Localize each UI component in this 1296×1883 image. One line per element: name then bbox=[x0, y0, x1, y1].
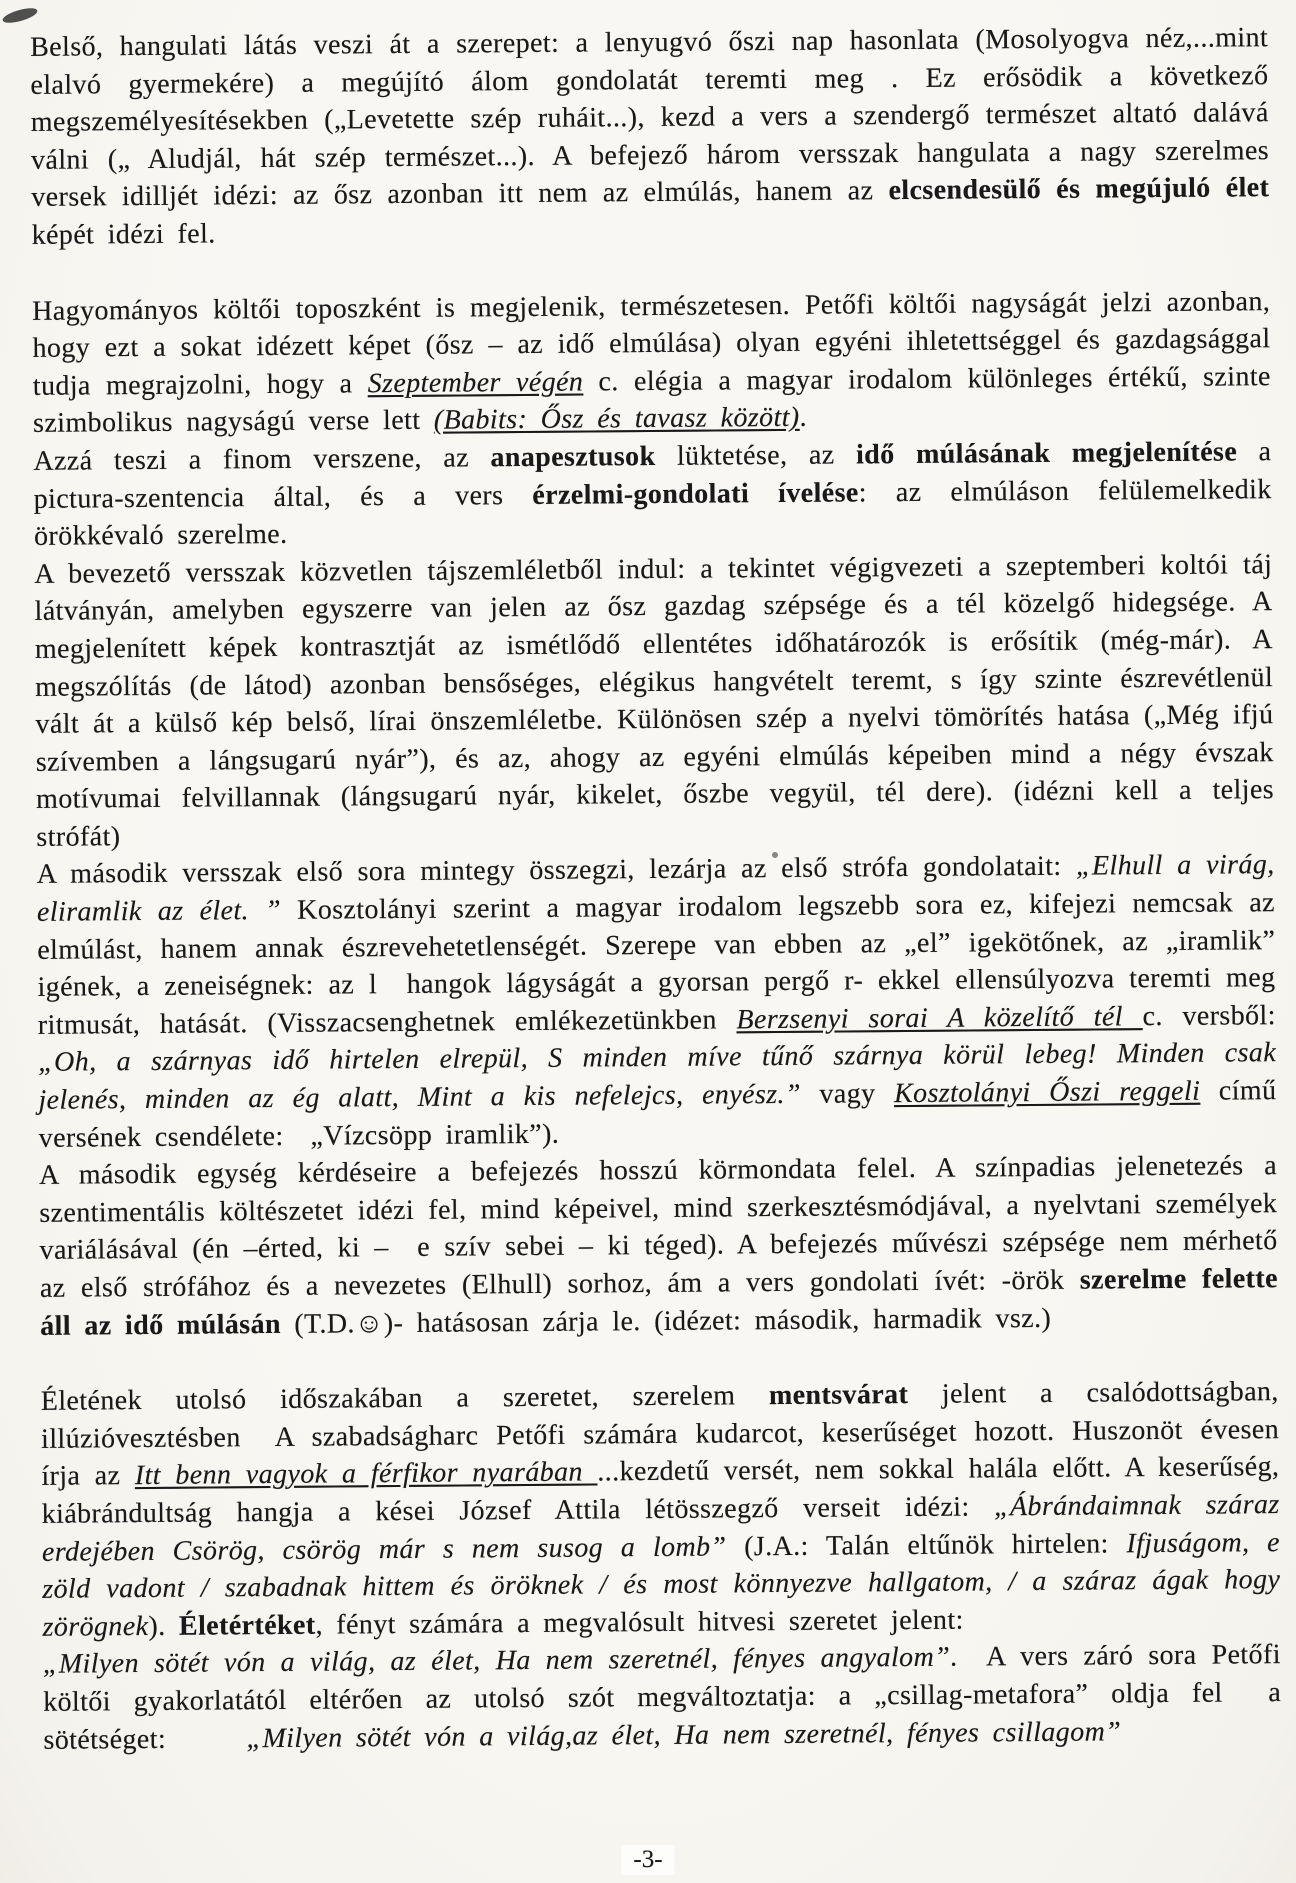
text-run: elcsendesülő és megújuló élet bbox=[888, 172, 1270, 207]
text-run: A második egység kérdéseire a befejezés hosszú körmondata felel. A színpadias jelenetezés a szentimentális költészetet idézi fel, mind képeivel, mind szerkesztésmódjával, a nyelvtani személyek variálásával (én –érted, ki – e szív sebei – ki téged). A befejezés művészi szépsége nem mérhető az első strófához és a nevezetes (Elhull) sorhoz, ám a vers gondolati ívét: -örök bbox=[38, 1150, 1278, 1304]
text-run: „Milyen sötét vón a világ, az élet, Ha nem szeretnél, fényes angyalom” bbox=[42, 1642, 951, 1681]
text-run: (Babits: Ősz és tavasz között) bbox=[433, 402, 800, 437]
scan-smudge-artifact bbox=[1, 5, 39, 25]
paragraph bbox=[34, 546, 1274, 856]
document-body bbox=[30, 19, 1282, 1759]
text-run: Hagyományos költői toposzként is megjelenik, természetesen. Petőfi költői nagyságát jelzi azonban, hogy ezt a sokat idézett képet (ősz – az idő elmúlása) olyan egyéni ihletettséggel és gazdagsággal tudja megrajzolni, hogy a bbox=[32, 285, 1271, 402]
text-run: „Elhull a virág, eliramlik az élet. ” bbox=[36, 849, 1275, 928]
text-run: Kosztolányi Őszi reggeli bbox=[893, 1075, 1201, 1110]
text-run: mentsvárat bbox=[768, 1379, 909, 1412]
text-run: képét idézi fel. bbox=[31, 218, 216, 251]
text-run: Életértéket bbox=[178, 1609, 316, 1642]
text-run: anapesztusok bbox=[490, 440, 656, 474]
text-run: jelent a csalódottságban, illúzióvesztésben A szabadságharc Petőfi számára kudarcot, keserűséget hozott. Huszonöt évesen írja az bbox=[40, 1376, 1280, 1493]
text-run: : az elmúláson felülemelkedik örökkévaló szerelme. bbox=[33, 473, 1272, 552]
text-run: Belső, hangulati látás veszi át a szerepet: a lenyugvó őszi nap hasonlata (Mosolyogva néz,...mint elalvó gyermekére) a megújító álom gondolatát teremti meg . Ez erősödik a következő megszemélyesítésekben („Levetette szép ruháit...), kezd a vers a szendergő természet altató dalává válni („ Aludjál, hát szép természet...). A befejező három versszak hangulata a nagy szerelmes versek idilljét idézi: az ősz azonban itt nem az elmúlás, hanem az bbox=[30, 22, 1270, 214]
text-run: lüktetése, az bbox=[655, 439, 857, 472]
text-run: ...kezdetű versét, nem sokkal halála előtt. A keserűség, kiábrándultság hangja a kései József Attila létösszegző verseit idézi: bbox=[41, 1451, 1280, 1530]
text-run: „Oh, a szárnyas idő hirtelen elrepül, S minden míve tűnő szárnya körül lebeg! Minden csak jelenés, minden az ég alatt, Mint a kis nefelejcs, enyész.” bbox=[38, 1037, 1277, 1116]
text-run: Berzsenyi sorai A közelítő tél bbox=[736, 1000, 1143, 1036]
text-run: A második versszak első sora mintegy összegzi, lezárja az első strófa gondolatait: bbox=[36, 851, 1077, 891]
text-run: című versének csendélete: „Vízcsöpp iramlik”). bbox=[38, 1075, 1277, 1154]
text-run: Kosztolányi szerint a magyar irodalom legszebb sora ez, kifejezi nemcsak az elmúlást, hanem annak észrevehetetlenségét. Szerepe van ebben az „el” igekötőnek, az „iramlik” igének, a zeneiségnek: az l hangok lágyságát a gyorsan pergő r- ekkel ellensúlyozva teremti meg ritmusát, hatását. (Visszacsenghetnek emlékezetünkben bbox=[37, 887, 1276, 1041]
text-run: c. elégia a magyar irodalom különleges értékű, szinte szimbolikus nagyságú verse lett bbox=[32, 360, 1271, 440]
text-run: A bevezető versszak közvetlen tájszemléletből indul: a tekintet végigvezeti a szeptemberi koltói táj látványán, amelyben egyszerre van jelen az ősz gazdag szépsége és a tél közelgő hidegsége. A megjelenített képek kontrasztját az ismétlődő ellentétes időhatározók is erősítik (még-már). A megszólítás (de látod) azonban bensőséges, elégikus hangvételt teremt, s így szinte észrevétlenül vált át a külső kép belső, lírai önszemléletbe. Különösen szép a nyelvi tömörítés hatása („Még ifjú szívemben a lángsugarú nyár”), és az, ahogy az egyéni elmúlás képeiben mind a négy évszak motívumai felvillannak (lángsugarú nyár, kikelet, őszbe vegyül, tél dere). (idézni kell a teljes strófát) bbox=[34, 548, 1275, 853]
paragraph bbox=[33, 433, 1272, 556]
text-run: (T.D.☺)- hatásosan zárja le. (idézet: második, harmadik vsz.) bbox=[280, 1302, 1052, 1340]
text-run: idő múlásának megjelenítése bbox=[855, 436, 1238, 471]
text-run: vagy bbox=[800, 1078, 895, 1110]
text-run: Azzá teszi a finom verszene, az bbox=[33, 442, 491, 477]
section-2 bbox=[32, 283, 1278, 1345]
text-run: , fényt számára a megvalósult hitvesi szeretet jelent: bbox=[315, 1604, 964, 1641]
section-3 bbox=[41, 1373, 1282, 1759]
paragraph bbox=[41, 1373, 1281, 1646]
text-run: szerelme felette áll az idő múlásán bbox=[40, 1263, 1278, 1342]
text-run: . A vers záró sora Petőfi költői gyakorlatától eltérően az utolsó szót megváltoztatja: a „csillag-metafora” oldja fel a sötétséget: bbox=[43, 1639, 1282, 1756]
text-run: „Ábrándaimnak száraz erdejében Csörög, csörög már s nem susog a lomb” bbox=[41, 1489, 1280, 1568]
paragraph bbox=[32, 283, 1271, 443]
text-run: Életének utolsó időszakában a szeretet, szerelem bbox=[40, 1380, 770, 1418]
text-run: Itt benn vagyok a férfikor nyarában bbox=[134, 1456, 598, 1492]
text-run: . bbox=[799, 402, 808, 434]
text-run: c. versből: bbox=[1142, 999, 1276, 1032]
text-run: Ifjuságom, e zöld vadont / szabadnak hittem és öröknek / és most könnyezve hallgatom, / a száraz ágak hogy zörögnek bbox=[42, 1526, 1281, 1643]
paragraph bbox=[39, 1147, 1278, 1345]
text-run: (J.A.: Talán eltűnök hirtelen: bbox=[726, 1527, 1127, 1563]
text-run: ). bbox=[148, 1610, 180, 1642]
paragraph bbox=[30, 19, 1270, 254]
text-run: „Milyen sötét vón a világ,az élet, Ha nem szeretnél, fényes csillagom” bbox=[246, 1715, 1122, 1754]
paragraph bbox=[37, 847, 1277, 1157]
paragraph bbox=[43, 1636, 1282, 1759]
text-run: érzelmi-gondolati ívelése bbox=[532, 476, 859, 511]
text-run: a pictura-szentencia által, és a vers bbox=[33, 436, 1272, 515]
text-run: Szeptember végén bbox=[367, 366, 584, 399]
page-number: -3- bbox=[621, 1845, 674, 1875]
section-1 bbox=[30, 19, 1270, 254]
